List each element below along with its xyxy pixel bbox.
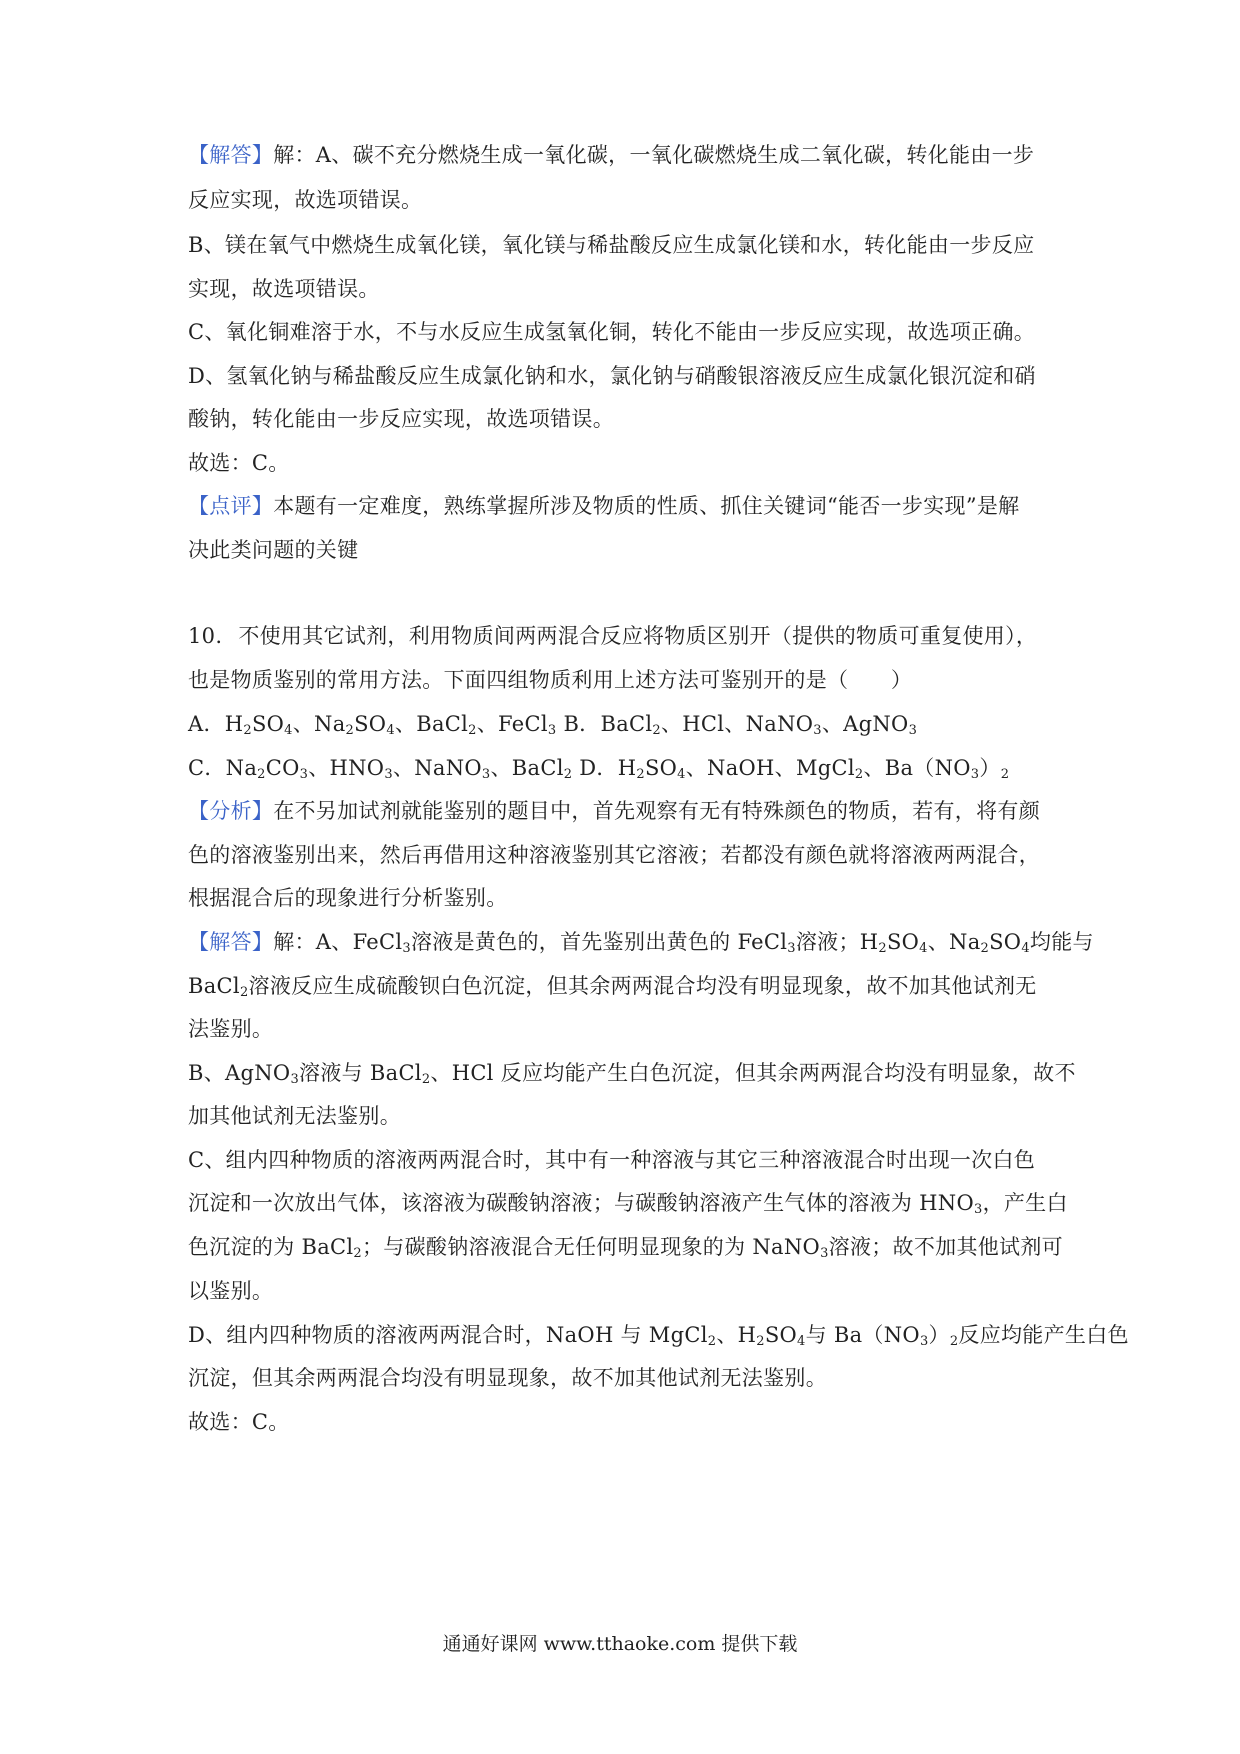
answer-line: 沉淀和一次放出气体，该溶液为碳酸钠溶液；与碳酸钠溶液产生气体的溶液为 $HNO_3$，产生白	[188, 1191, 1068, 1217]
answer-tag: 【解答】	[188, 930, 274, 954]
answer-line: BaCl$_2$溶液反应生成硫酸钡白色沉淀，但其余两两混合均没有明显现象，故不加其他试剂无	[188, 974, 1037, 1000]
option-b: B．BaCl$_2$、HCl、NaNO$_3$、AgNO$_3$	[563, 712, 918, 738]
analysis-line: 【分析】在不另加试剂就能鉴别的题目中，首先观察有无有特殊颜色的物质，若有，将有颜	[188, 799, 1040, 823]
analysis-line: 色的溶液鉴别出来，然后再借用这种溶液鉴别其它溶液；若都没有颜色就将溶液两两混合，	[188, 843, 1040, 867]
answer-line: C、组内四种物质的溶液两两混合时，其中有一种溶液与其它三种溶液混合时出现一次白色	[188, 1148, 1036, 1172]
comment-line: 决此类问题的关键	[188, 538, 359, 562]
answer-line: C、氧化铜难溶于水，不与水反应生成氢氧化铜，转化不能由一步反应实现，故选项正确。	[188, 320, 1036, 344]
answer-line: 实现，故选项错误。	[188, 277, 380, 301]
choice-line: 故选：C。	[188, 1410, 290, 1434]
option-a: A．$H_2SO_4$、$Na_2SO_4$、BaCl$_2$、FeCl$_3$	[188, 712, 557, 738]
answer-tag: 【解答】	[188, 143, 274, 167]
answer-line: 【解答】解：A、FeCl$_3$溶液是黄色的，首先鉴别出黄色的 FeCl$_3$溶液；$H_2SO_4$、$Na_2SO_4$均能与	[188, 930, 1094, 956]
answer-line: 加其他试剂无法鉴别。	[188, 1104, 401, 1128]
answer-line: 反应实现，故选项错误。	[188, 188, 423, 212]
answer-line: B、AgNO$_3$溶液与 BaCl$_2$、HCl 反应均能产生白色沉淀，但其余两两混合均没有明显象，故不	[188, 1061, 1076, 1087]
option-c: C．$Na_2CO_3$、$HNO_3$、NaNO$_3$、BaCl$_2$	[188, 756, 573, 782]
question-number: 10.	[188, 624, 223, 648]
page-footer: 通通好课网 www.tthaoke.com 提供下载	[442, 1633, 798, 1655]
answer-line: 法鉴别。	[188, 1017, 274, 1041]
analysis-line: 根据混合后的现象进行分析鉴别。	[188, 886, 508, 910]
answer-line: D、氢氧化钠与稀盐酸反应生成氯化钠和水，氯化钠与硝酸银溶液反应生成氯化银沉淀和硝	[188, 364, 1036, 388]
answer-line: D、组内四种物质的溶液两两混合时，NaOH 与 MgCl$_2$、$H_2SO_4$与 $Ba(NO_3)_2$反应均能产生白色	[188, 1323, 1129, 1349]
answer-line: 【解答】解：A、碳不充分燃烧生成一氧化碳，一氧化碳燃烧生成二氧化碳，转化能由一步	[188, 143, 1035, 167]
options-line	[188, 753, 1068, 783]
answer-line: 以鉴别。	[188, 1279, 274, 1303]
comment-line: 【点评】本题有一定难度，熟练掌握所涉及物质的性质、抓住关键词“能否一步实现”是解	[188, 494, 1020, 518]
comment-tag: 【点评】	[188, 494, 274, 518]
answer-line: 沉淀，但其余两两混合均没有明显现象，故不加其他试剂无法鉴别。	[188, 1366, 827, 1390]
option-d: D．$H_2SO_4$、NaOH、MgCl$_2$、$Ba(NO_3)_2$	[579, 756, 1010, 782]
answer-line: 酸钠，转化能由一步反应实现，故选项错误。	[188, 407, 614, 431]
options-line	[188, 709, 1068, 739]
answer-line: 色沉淀的为 BaCl$_2$；与碳酸钠溶液混合无任何明显现象的为 NaNO$_3$溶液；故不加其他试剂可	[188, 1235, 1063, 1261]
choice-line: 故选：C。	[188, 451, 290, 475]
answer-line: B、镁在氧气中燃烧生成氧化镁，氧化镁与稀盐酸反应生成氯化镁和水，转化能由一步反应	[188, 233, 1035, 257]
question-stem: 也是物质鉴别的常用方法。下面四组物质利用上述方法可鉴别开的是（ ）	[188, 668, 913, 692]
question-stem: 10. 不使用其它试剂，利用物质间两两混合反应将物质区别开（提供的物质可重复使用），	[188, 624, 1038, 648]
analysis-tag: 【分析】	[188, 799, 274, 823]
